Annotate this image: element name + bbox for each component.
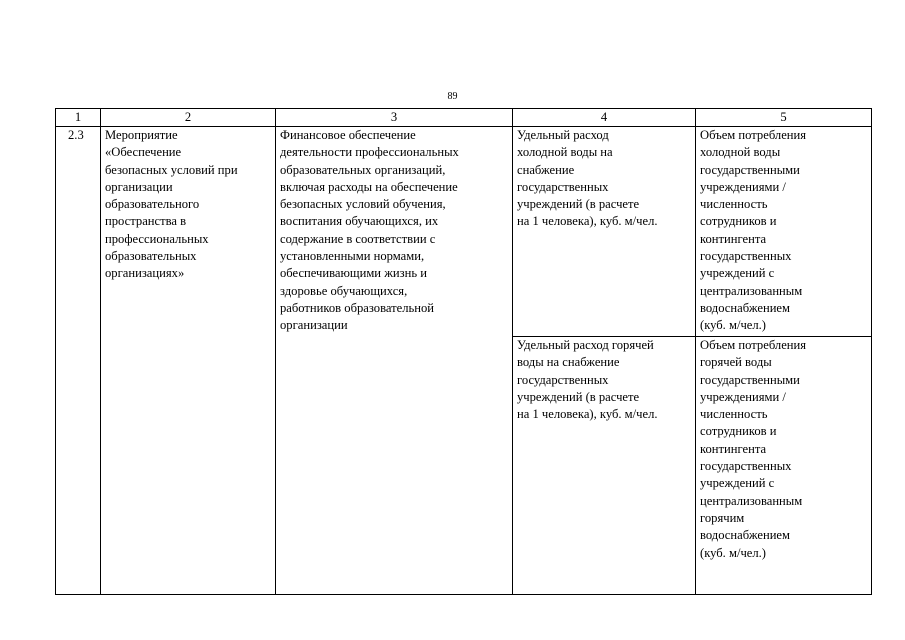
- indicators-table: [55, 108, 872, 595]
- column-header-2: 2: [101, 109, 276, 127]
- indicator-name-cell-cold-water: Удельный расход холодной воды на снабжение государственных учреждений (в расчете на 1 человека), куб. м/чел.: [513, 127, 696, 337]
- indicator-formula-cell-hot-water: Объем потребления горячей воды государственными учреждениями / численность сотрудников и контингента государственных учреждений с централизованным горячим водоснабжением (куб. м/чел.): [696, 337, 872, 595]
- column-header-3: 3: [276, 109, 513, 127]
- column-header-1: 1: [56, 109, 101, 127]
- page-number: 89: [447, 91, 458, 102]
- row-number-cell: 2.3: [56, 127, 101, 595]
- column-header-4: 4: [513, 109, 696, 127]
- table-header-row: [56, 109, 872, 127]
- financing-cell: Финансовое обеспечение деятельности профессиональных образовательных организаций, включая расходы на обеспечение безопасных условий обучения, воспитания обучающихся, их содержание в соответствии с установленными нормами, обеспечивающими жизнь и здоровье обучающихся, работников образовательной организации: [276, 127, 513, 595]
- activity-cell: Мероприятие «Обеспечение безопасных условий при организации образовательного пространства в профессиональных образовательных организациях»: [101, 127, 276, 595]
- indicator-formula-cell-cold-water: Объем потребления холодной воды государственными учреждениями / численность сотрудников и контингента государственных учреждений с централизованным водоснабжением (куб. м/чел.): [696, 127, 872, 337]
- table-row: [56, 127, 872, 337]
- indicator-name-cell-hot-water: Удельный расход горячей воды на снабжение государственных учреждений (в расчете на 1 человека), куб. м/чел.: [513, 337, 696, 595]
- column-header-5: 5: [696, 109, 872, 127]
